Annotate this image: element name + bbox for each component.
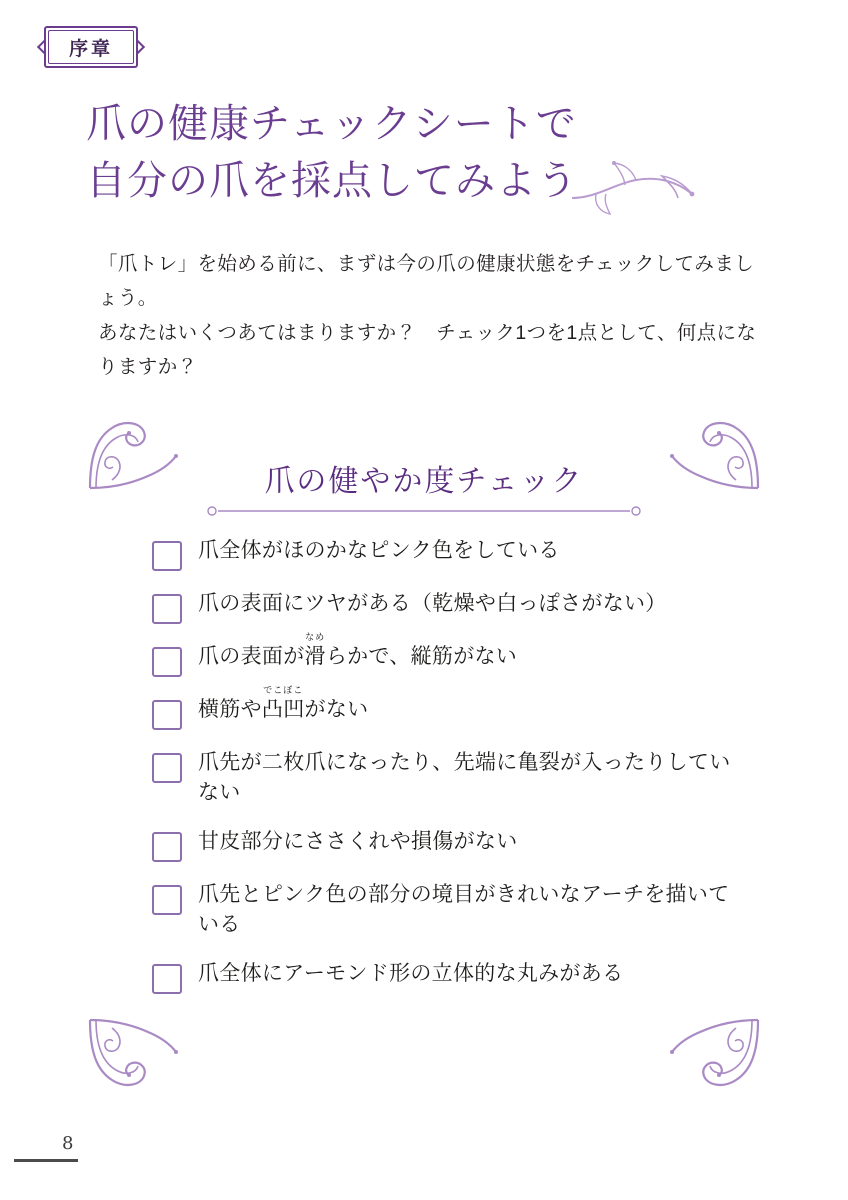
ornament-corner-bottom-right-icon [670, 1016, 762, 1094]
footer-rule [14, 1159, 78, 1162]
checklist-panel [86, 414, 762, 1094]
checkbox-8[interactable] [152, 964, 182, 994]
checklist-item-label-1: 爪全体がほのかなピンク色をしている [198, 539, 560, 562]
intro-text [76, 248, 772, 384]
checklist-item-3-text-after: らかで、縦筋がない [325, 645, 518, 668]
ruby-base-4: 凸凹 [261, 698, 305, 721]
checklist-title: 爪の健やか度チェック [264, 464, 584, 499]
checklist-item-label-6: 甘皮部分にささくれや損傷がない [198, 829, 518, 853]
checkbox-4[interactable] [152, 700, 182, 730]
checkbox-2[interactable] [152, 594, 182, 624]
list-item[interactable] [152, 748, 732, 809]
list-item[interactable] [152, 827, 732, 862]
ruby-text-4: でこぼこ [263, 685, 304, 695]
checklist-item-4-text-before: 横筋や [198, 698, 262, 721]
checkbox-5[interactable] [152, 753, 182, 783]
chapter-tag [44, 26, 138, 68]
checklist-item-3-text-before: 爪の表面が [198, 645, 305, 668]
list-item[interactable] [152, 536, 732, 571]
checklist-item-label-7: 爪先とピンク色の部分の境目がきれいなアーチを描いている [198, 882, 730, 937]
ornament-corner-bottom-left-icon [86, 1016, 178, 1094]
checklist-item-label-4 [198, 685, 369, 725]
checkbox-3[interactable] [152, 647, 182, 677]
intro-paragraph-2: あなたはいくつあてはまりますか？ チェック1つを1点として、何点になりますか？ [98, 322, 757, 378]
list-item[interactable] [152, 589, 732, 624]
ruby-annotation-dekoboko [261, 685, 305, 721]
page-title-line-1: 爪の健康チェックシートで [86, 101, 577, 147]
ruby-base-3: 滑 [304, 645, 326, 668]
checkbox-7[interactable] [152, 885, 182, 915]
checkbox-6[interactable] [152, 832, 182, 862]
page-number: 8 [62, 1133, 74, 1154]
list-item[interactable] [152, 685, 732, 730]
list-item[interactable] [152, 632, 732, 677]
chapter-tag-label: 序章 [68, 37, 113, 60]
checklist-item-label-2: 爪の表面にツヤがある（乾燥や白っぽさがない） [198, 592, 667, 615]
list-item[interactable] [152, 880, 732, 941]
ruby-annotation-nameraka [304, 632, 326, 668]
checkbox-1[interactable] [152, 541, 182, 571]
checklist-item-4-text-after: がない [304, 698, 369, 721]
checklist-item-label-5: 爪先が二枚爪になったり、先端に亀裂が入ったりしていない [198, 751, 731, 805]
page-title-line-2: 自分の爪を採点してみよう [86, 157, 578, 204]
ruby-text-3: なめ [305, 632, 326, 642]
checklist [152, 536, 732, 1012]
divider-rule [204, 506, 644, 516]
list-item[interactable] [152, 959, 732, 994]
checklist-item-label-3 [198, 632, 518, 672]
intro-paragraph-1: 「爪トレ」を始める前に、まずは今の爪の健康状態をチェックしてみましょう。 [98, 253, 755, 309]
checklist-item-label-8: 爪全体にアーモンド形の立体的な丸みがある [198, 961, 624, 985]
page-title [86, 96, 786, 210]
